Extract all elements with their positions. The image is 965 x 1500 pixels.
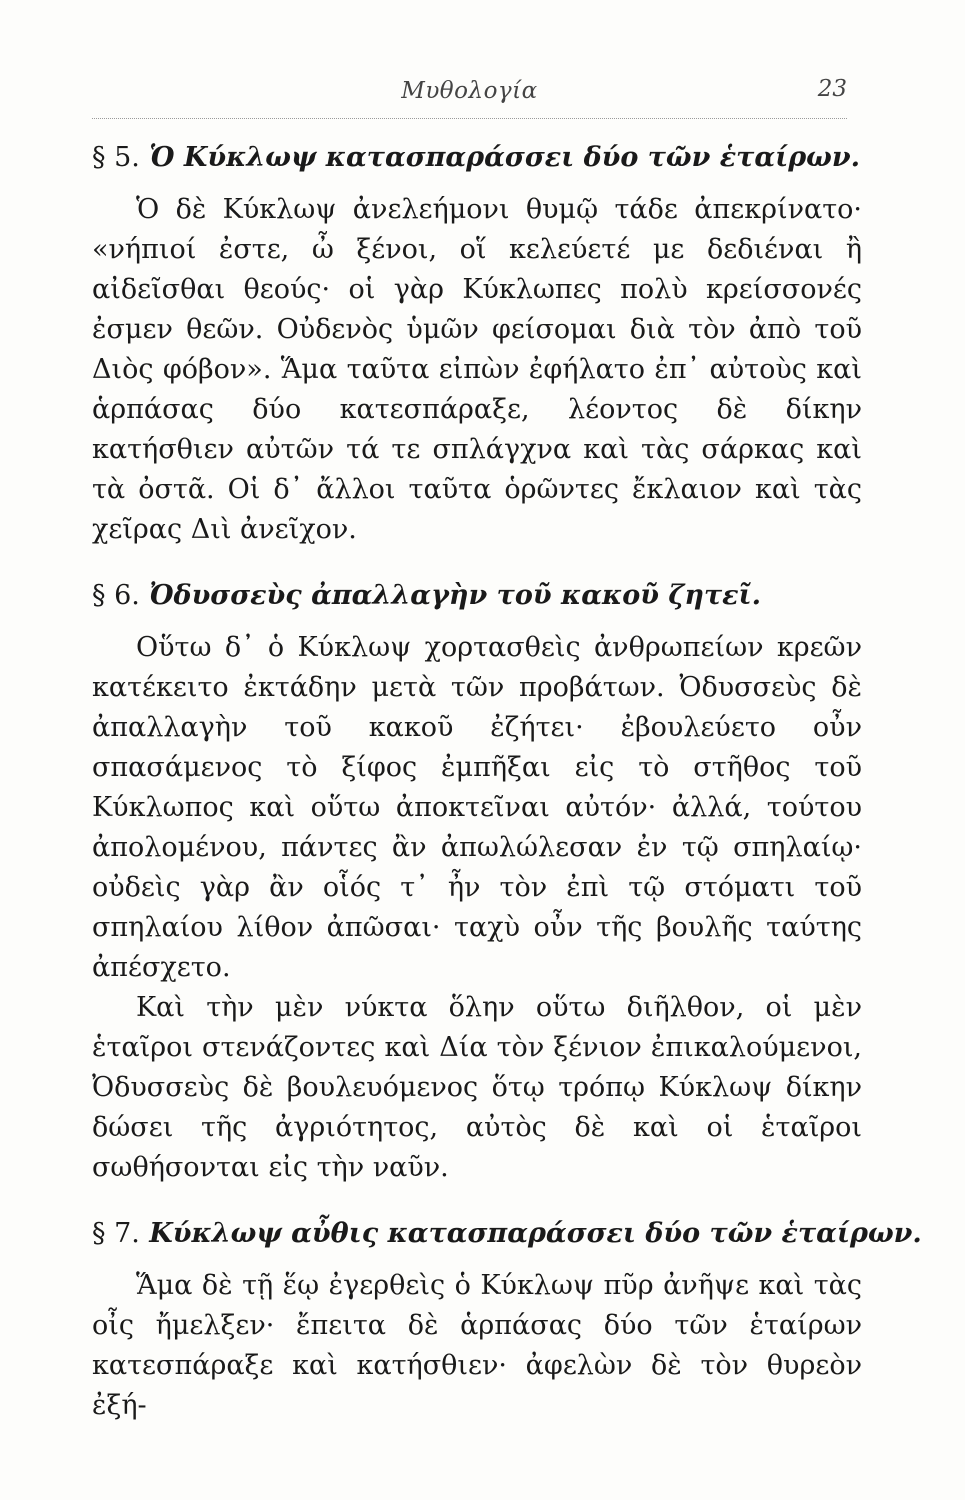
paragraph: Οὕτω δ᾽ ὁ Κύκλωψ χορτασθεὶς ἀνθρωπείων κρεῶν κατέκειτο ἐκτάδην μετὰ τῶν προβάτων. Ὀδυσσεὺς δὲ ἀπαλλαγὴν τοῦ κακοῦ ἐζήτει· ἐβουλεύετο οὖν σπασάμενος τὸ ξίφος ἐμπῆξαι εἰς τὸ στῆθος τοῦ Κύκλωπος καὶ οὕτω ἀποκτεῖναι αὐτόν· ἀλλά, τούτου ἀπολομένου, πάντες ἂν ἀπωλώλεσαν ἐν τῷ σπηλαίῳ· οὐδεὶς γὰρ ἂν οἷός τ᾽ ἦν τὸν ἐπὶ τῷ στόματι τοῦ σπηλαίου λίθον ἀπῶσαι· ταχὺ οὖν τῆς βουλῆς ταύτης ἀπέσχετο. (92, 632, 862, 983)
section-title: Ὀδυσσεὺς ἀπαλλαγὴν τοῦ κακοῦ ζητεῖ. (149, 580, 762, 611)
running-header (92, 72, 847, 119)
section-heading-7 (92, 1214, 922, 1254)
section-title: Κύκλωψ αὖθις κατασπαράσσει δύο τῶν ἑταίρων. (149, 1218, 922, 1249)
paragraph: Καὶ τὴν μὲν νύκτα ὅλην οὕτω διῆλθον, οἱ μὲν ἑταῖροι στενάζοντες καὶ Δία τὸν ξένιον ἐπικαλούμενοι, Ὀδυσσεὺς δὲ βουλευόμενος ὅτῳ τρόπῳ Κύκλωψ δίκην δώσει τῆς ἀγριότητος, αὐτὸς δὲ καὶ οἱ ἑταῖροι σωθήσονται εἰς τὴν ναῦν. (92, 992, 862, 1183)
section-heading-5 (92, 138, 862, 178)
section-number: § 5. (92, 142, 140, 173)
page-body (92, 138, 922, 1426)
section-title: Ὁ Κύκλωψ κατασπαράσσει δύο τῶν ἑταίρων. (149, 142, 860, 173)
paragraph: Ὁ δὲ Κύκλωψ ἀνελεήμονι θυμῷ τάδε ἀπεκρίνατο· «νήπιοί ἐστε, ὦ ξένοι, οἵ κελεύετέ με δεδιέναι ἢ αἰδεῖσθαι θεούς· οἱ γὰρ Κύκλωπες πολὺ κρείσσονές ἐσμεν θεῶν. Οὐδενὸς ὑμῶν φείσομαι διὰ τὸν ἀπὸ τοῦ Διὸς φόβον». Ἅμα ταῦτα εἰπὼν ἐφήλατο ἐπ᾽ αὐτοὺς καὶ ἁρπάσας δύο κατεσπάραξε, λέοντος δὲ δίκην κατήσθιεν αὐτῶν τά τε σπλάγχνα καὶ τὰς σάρκας καὶ τὰ ὀστᾶ. Οἱ δ᾽ ἄλλοι ταῦτα ὁρῶντες ἔκλαιον καὶ τὰς χεῖρας Διὶ ἀνεῖχον. (92, 194, 862, 545)
section-number: § 7. (92, 1218, 140, 1249)
paragraph: Ἅμα δὲ τῇ ἕῳ ἐγερθεὶς ὁ Κύκλωψ πῦρ ἀνῆψε καὶ τὰς οἶς ἤμελξεν· ἔπειτα δὲ ἁρπάσας δύο τῶν ἑταίρων κατεσπάραξε καὶ κατήσθιεν· ἀφελὼν δὲ τὸν θυρεὸν ἐξή- (92, 1270, 862, 1421)
section-number: § 6. (92, 580, 140, 611)
section-heading-6 (92, 576, 862, 616)
page-number: 23 (817, 76, 847, 102)
running-title: Μυθολογία (401, 78, 538, 104)
